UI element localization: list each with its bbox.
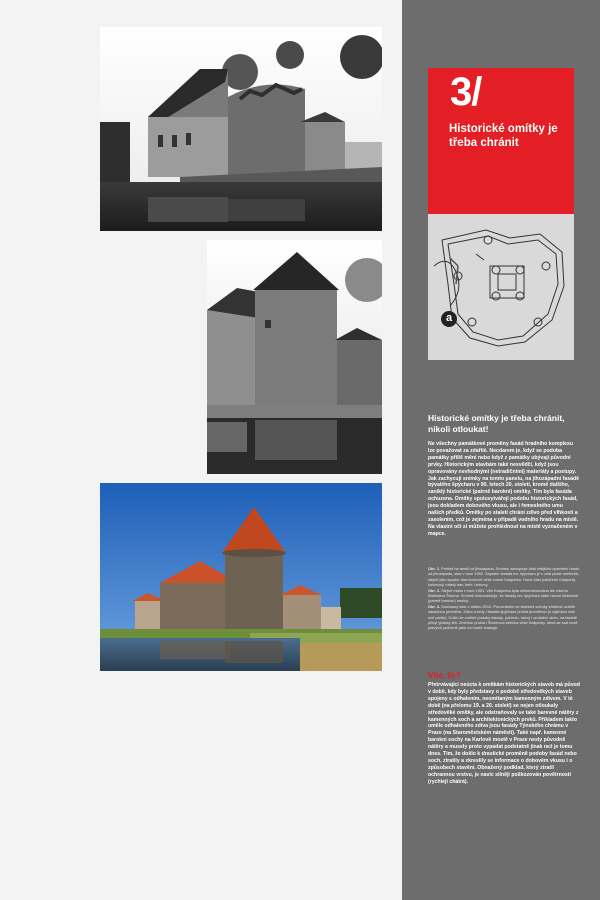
photo-1-castle-1950	[100, 27, 382, 231]
caption-2	[428, 588, 580, 604]
photo-2-castle-1951	[207, 240, 382, 474]
caption-1-text: Pohled na areál od jihozápadu. Snímek zachycuje část vnějšího opevnění hradu od jihozápadu, stav v roce 1950. Západní fasáda tzv. špýcharu je v celé ploše omítnutá, stejně jako spodní část kruhové věže zvané Kašperka. Horní část pobořené Kašperky kolonizují náletý trav, keře i stromy.	[428, 566, 580, 588]
map-marker-a: a	[441, 311, 457, 327]
article-body: Ne všechny památkové proměny fasád hradního komplexu lze považovat za zdařilé. Necdarem je, když se podoba památky příliš mění nebo když z památky ubývají původní prvky. Historickým stavbám také nesvědčí, když jsou opravovány nevhodnými (netradičními) materiály a postupy. Jak zachycují snímky na tomto panelu, na jihozápadní fasádě bývalého špýcharu v 90. letech 20. století, kromě dalšího, zaniklý historické (patrně barokní) omítky. Tím byla fasáda ochuzena. Omítky spoluvytvářejí podobu historických fasád, jsou dokladem dobového vkusu, ale i řemeslného umu našich předků. Omítky po staletí chrání zdivo před vlhkostí a zasolením, což je zejména v případě vodního hradu na místě. Na vlastní oči si můžete prohlédnout na místě vyznačeném v mapce.	[428, 441, 580, 537]
article-heading: Historické omítky je třeba chránit, nikoli otloukat!	[428, 413, 565, 434]
caption-1	[428, 566, 580, 588]
caption-3-text: Současný stav v dubnu 2012. Porovnáním se staršími snímky zřetelně uvidíte zásadnou proměnu. Zdivo a tedy i fasáda špýcharu prošla proměnou (s výjimkou sokl ové partie). Došlo ke změně podoby fasády, pohledu, barvy i umístění oken, na fasádě přibyl gotický štít. Změnou prošla i Štormova střecha věže Kašperky, která se sad nově pokrývá podobně jako na hradě analogii.	[428, 603, 578, 631]
caption-2-label: Obr. 2.	[428, 587, 441, 593]
caption-1-label: Obr. 1.	[428, 566, 441, 571]
panel-title-box	[428, 68, 574, 214]
did-you-know-heading: Víte, že?	[428, 671, 461, 680]
photo-3-castle-2012	[100, 483, 382, 671]
castle-site-map	[428, 214, 574, 360]
caption-3	[428, 604, 580, 631]
did-you-know-body: Přetrvávající neúcta k omítkám historických staveb má původ v době, kdy byly představy o podobě středověkých staveb spojeny s odhalením, neomítaným kamenným zdivem. V té době (na přelomu 19. a 20. století) se nejen otloukaly středověké omítky, ale odstraňovaly se také barevné nátěry z kamenných soch a architektonických prvků. Příkladem takto uměle odhaleného zdiva jsou fasády Týnského chrámu v Praze (na Staroměstském náměstí). Také např. kamenné barokní sochy na Karlově mostě v Praze nesly původně nátěry a musely proto vypadat podstatně jinak než je tomu dnes. Tím, že došlo k drastické proměně podoby fasád nebo soch, ztratily a zkreslily se informace o dobovém vkusu i o způsobech stavění. Obnažený podklad, který ztratil ochrannou vrstvu, je navíc silněji poškozován povětrností (rychleji chátrá).	[428, 682, 580, 785]
caption-3-label: Obr. 3.	[428, 603, 441, 609]
panel-title: Historické omítky je třeba chránit	[449, 123, 558, 149]
panel-number: 3/	[450, 70, 482, 114]
photo-captions	[428, 566, 580, 631]
caption-2-text: Stejné místo v roce 1951. Věž Kašperka byla zrekonstruována dle návrhu Břetislava Štorma. Snímek dokumentuje, že fasády tzv. špýcharu stále nesou historické (patrně barokní) omítky.	[428, 587, 579, 604]
